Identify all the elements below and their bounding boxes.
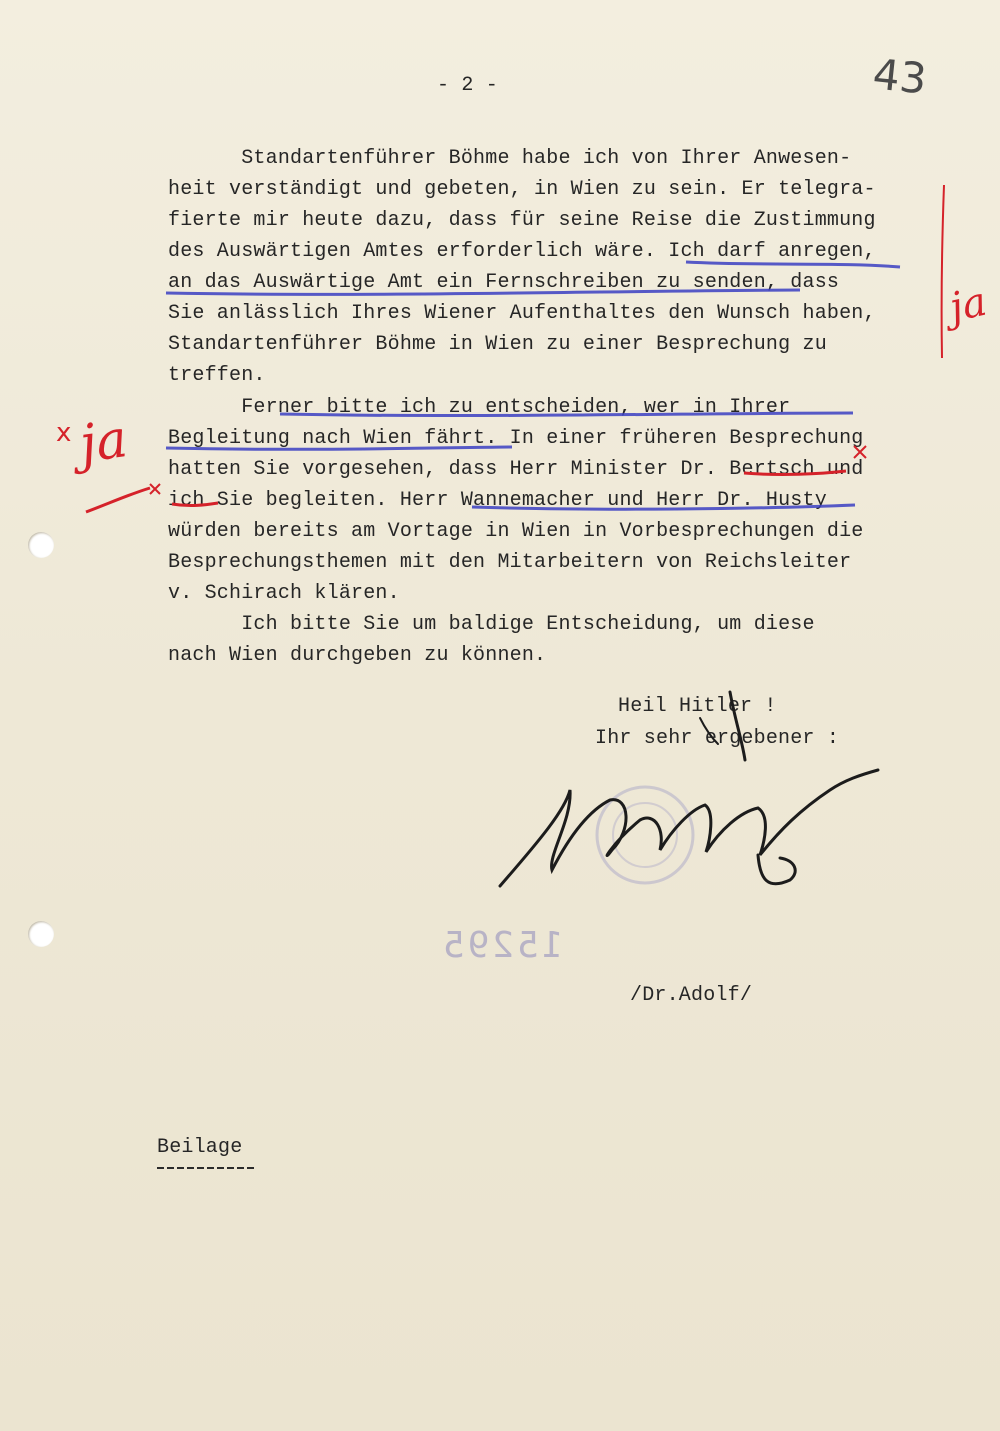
margin-note-right: ja (945, 278, 991, 332)
body-line: nach Wien durchgeben zu können. (168, 644, 547, 667)
signature-tick (730, 692, 745, 760)
signature-flourish (758, 855, 795, 884)
body-line: v. Schirach klären. (168, 582, 400, 605)
body-line: Standartenführer Böhme habe ich von Ihrer Anwesen- (168, 147, 852, 170)
body-line: ich Sie begleiten. Herr Wannemacher und Herr Dr. Husty (168, 489, 827, 512)
body-line: fierte mir heute dazu, dass für seine Reise die Zustimmung (168, 209, 876, 232)
red-underline (744, 471, 846, 474)
blue-underline (166, 290, 800, 294)
stamp-circle (597, 787, 693, 883)
body-line: an das Auswärtige Amt ein Fernschreiben zu senden, dass (168, 271, 840, 294)
signature-accent (700, 718, 718, 744)
body-line: Sie anlässlich Ihres Wiener Aufenthaltes den Wunsch haben, (168, 302, 876, 325)
page-number: - 2 - (437, 74, 499, 97)
body-line: Ich bitte Sie um baldige Entscheidung, um diese (168, 613, 815, 636)
body-line: Standartenführer Böhme in Wien zu einer Besprechung zu (168, 333, 827, 356)
folio-number: 43 (870, 49, 929, 104)
body-line: würden bereits am Vortage in Wien in Vorbesprechungen die (168, 520, 864, 543)
enclosure-label: Beilage (157, 1136, 243, 1159)
body-line: treffen. (168, 364, 266, 387)
body-line: hatten Sie vorgesehen, dass Herr Minister Dr. Bertsch und (168, 458, 864, 481)
blue-underline (166, 447, 512, 449)
signatory-name: /Dr.Adolf/ (630, 984, 753, 1007)
signature-stroke (500, 770, 878, 886)
margin-note-left: ja (76, 409, 132, 475)
closing-greeting: Heil Hitler ! (618, 695, 777, 718)
closing-valediction: Ihr sehr ergebener : (595, 727, 840, 750)
red-underline (172, 503, 218, 506)
red-cross-mark (150, 484, 160, 494)
red-margin-line (942, 185, 944, 358)
blue-underline (686, 262, 900, 267)
margin-cross-left: x (56, 418, 72, 448)
red-cross-mark (854, 446, 866, 458)
body-line: des Auswärtigen Amtes erforderlich wäre. Ich darf anregen, (168, 240, 876, 263)
blue-underline (280, 413, 853, 416)
blue-underline (472, 505, 855, 509)
body-line: Ferner bitte ich zu entscheiden, wer in Ihrer (168, 396, 791, 419)
red-dash-mark (86, 488, 150, 512)
body-line: Begleitung nach Wien fährt. In einer früheren Besprechung (168, 427, 864, 450)
stamp-number: 15295 (440, 925, 564, 966)
body-line: Besprechungsthemen mit den Mitarbeitern von Reichsleiter (168, 551, 852, 574)
body-line: heit verständigt und gebeten, in Wien zu sein. Er telegra- (168, 178, 876, 201)
